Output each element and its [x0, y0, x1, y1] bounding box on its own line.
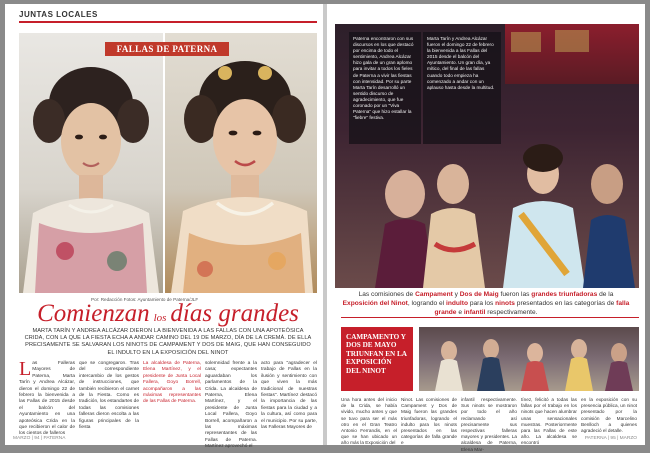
crida-photo [335, 24, 639, 288]
caption-text-5: , logrando el [407, 300, 445, 307]
ninot-exhibition-photo [419, 327, 639, 391]
caption-text-3: fueron las [500, 291, 530, 298]
portrait-photo-right [165, 33, 317, 293]
standfirst: MARTA TARÍN Y ANDREA ALCÁZAR DIERON LA BIENVENIDA A LAS FALLAS CON UNA APOTEÓSICA CRIDA, CON LA QUE LA FIESTA ECHA A ANDAR CAMINO DEL 19 DE MARZO, DÍA DE LA CREMÁ. DE ELLA PRECISAMENTE SE SALVARAN LOS NINOTS DE CAMPAMENT Y DOS DE MAIG, QUE HAN CONSEGUIDO EL INDULTO EN LA EXPOSICIÓN DEL NINOT [24, 328, 312, 356]
sidebar-column-5: en la exposición con su presencia pública, un ninot presentado por la comisión de Marcelino Benlloch a quienes agradeció el detalle. [581, 397, 637, 434]
photo-credit: Por: Redacción Fotos: Ayuntamiento de Paterna/JLF [91, 297, 199, 302]
caption-text-2: y [454, 291, 458, 298]
caption-text-8: e [458, 309, 462, 316]
portrait-photo-left [19, 33, 163, 293]
article-column-4: solemnidad frente a la casa; expectantes aguardaban los parlamentos de la Crida. La alcaldesa de Paterna, Elena Martínez, y el presidente de Junta Local Fallera, Goyo Borrell, acompañaron a las máximas representantes de las Fallas de Paterna. Martínez aprovechó el [205, 361, 257, 450]
caption-highlight-7: falla grande [434, 300, 630, 316]
article-highlight-column: La alcaldesa de Paterna, Elena Martínez, y el presidente de Junta Local Fallera, Goyo Borrell, acompañaron a las máximas representantes de las Fallas de Paterna. [143, 361, 201, 405]
folio-right: PATERNA | 95 | MARZO [584, 436, 637, 441]
sidebar-column-1: Una hora antes del inicio de la Crida, se había vivido, mucho antes y que se tuvo para ser el más otro en el Gran Teatro Antonio Ferrandis, en el que se han ubicado un año más la Exposición del [341, 397, 397, 446]
ninot-illustration [419, 327, 639, 391]
article-column-5: acto para "agradecer el trabajo de Fallas en la ilusión y sentimiento con que viven la más tradicional de nuestras fiestas". Martínez destacó la importancia de las fiestas para la ciudad y a la cultura, así como para el municipio. Por su parte, las Falleras Mayores de [261, 361, 317, 431]
caption-text-4: de la [599, 291, 614, 298]
caption-text-6: para los [469, 300, 494, 307]
sidebar-headline-box: CAMPAMENTO Y DOS DE MAYO TRIUNFAN EN LA EXPOSICIÓN DEL NINOT [341, 327, 413, 391]
caption-highlight-3: grandes triunfadoras [531, 291, 598, 298]
caption-text-1: Las comisiones de [358, 291, 414, 298]
headline [19, 300, 317, 328]
sidebar-column-3: infantil respectivamente. Sus ninots se mostraron por todo el año reclamando así precisamente sus respectivas falleras mayores y presidentes. La alcaldesa de Paterna, Elena Mar- [461, 397, 517, 452]
portrait-illustration-right [165, 33, 317, 293]
headline-part-1: Comienzan [37, 300, 150, 327]
portrait-illustration-left [19, 33, 163, 293]
section-tag: JUNTAS LOCALES [19, 10, 98, 19]
sidebar-column-4: tínez, felicitó a todas las fallas por el trabajo en los ninots que hacen alumbrar unas sensacionales muestras. Posteriormente para las Fallas de este año. La alcaldesa se encontró [521, 397, 577, 446]
article-column-1-text: as Falleras Mayores de Paterna, Marta Tarín y Andrea Alcázar, dieron el domingo 22 de febrero la bienvenida a las Fallas de 2015 desde el balcón del Ayuntamiento en una apoteósica Crida en la que recibieron el calor de los cientos de falleros [19, 361, 75, 437]
photo-caption [341, 290, 631, 317]
overlay-text-2: Marta Tarín y Andrea Alcázar fueron el domingo 22 de febrero la bienvenida a las Fallas del 2015 desde el balcón del Ayuntamiento. Un gran día, ya mítico, del final de las fallas cuando todo empieza ha comenzado a andar con un aplauso hasta desde la multitud. [427, 36, 495, 90]
article-column-1 [19, 358, 75, 438]
dropcap: L [19, 358, 32, 380]
caption-highlight-1: Campament [415, 291, 453, 298]
caption-highlight-6: ninots [495, 300, 515, 307]
caption-text-9: respectivamente. [487, 309, 538, 316]
folio-left: MARZO | 94 | PATERNA [13, 436, 66, 441]
kicker-banner: FALLAS DE PATERNA [105, 42, 229, 56]
photo-overlay-box-1 [349, 32, 421, 144]
headline-part-3: días grandes [170, 300, 299, 327]
caption-highlight-8: infantil [463, 309, 486, 316]
overlay-text-1: Paterna encontraron con sus discursos en los que destacó por encima de todo el sentimiento, Andrea Alcázar hizo gala de un gran aplomo para invitar a todos los fieles de Paterna a vivir las fiestas con intensidad. Por su parte Marta Tarín desarrolló un sentido discurso de agradecimiento, que fue coronado por un "Viva Paterna" que hizo estallar la "fiebre" festiva. [353, 36, 414, 121]
caption-rule [341, 317, 639, 318]
article-column-2: que se congregaron. Tras del correspondiente intercambio de los gestos de instrucciones, que también recibieron el carnet de la Fiesta. Como es tradición, los estandartes de todas las comisiones falleras dieron escolta a las figuras principales de la fiesta [79, 361, 139, 431]
caption-highlight-2: Dos de Maig [459, 291, 499, 298]
right-page [327, 4, 645, 452]
photo-overlay-box-2 [423, 32, 501, 144]
sidebar-column-2: Ninot. Las comisiones de Campament y Dos de Maig fueron las grandes triunfadoras, logrando el indulto para los ninots presentados en las categorías de falla grande e [401, 397, 457, 446]
headline-part-2: los [153, 312, 167, 324]
section-rule [19, 21, 317, 23]
left-page [5, 4, 323, 450]
caption-highlight-5: indulto [446, 300, 468, 307]
caption-text-7: presentados en las categorías de [516, 300, 615, 307]
caption-highlight-4: Exposición del Ninot [342, 300, 408, 307]
